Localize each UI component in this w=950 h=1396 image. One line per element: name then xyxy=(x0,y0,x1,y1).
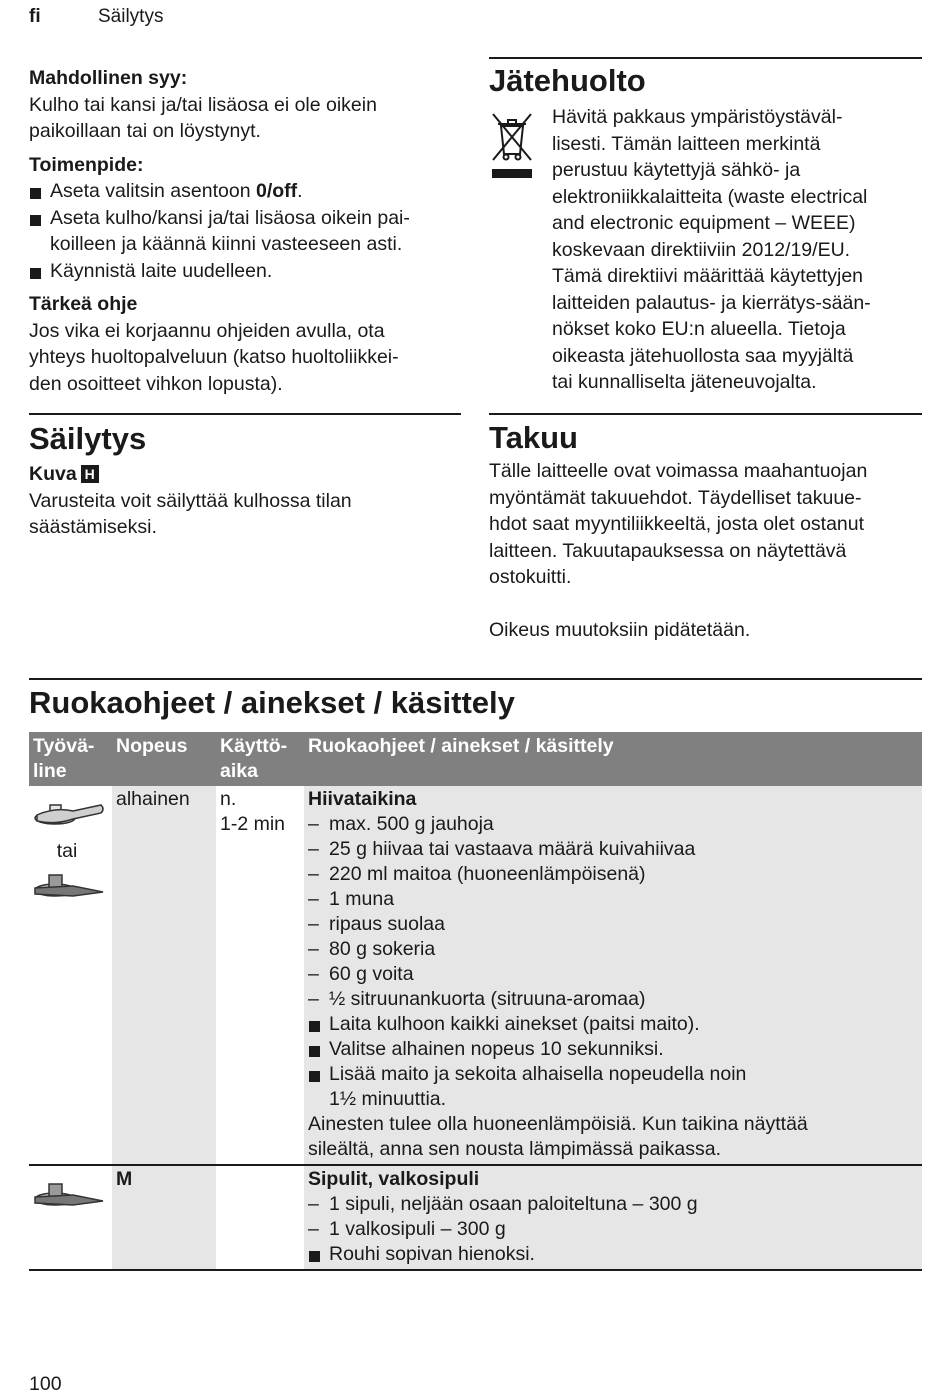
page-number: 100 xyxy=(29,1373,62,1395)
blade-tool-icon xyxy=(29,870,107,902)
important-text: Jos vika ei korjaannu ohjeiden avulla, ota xyxy=(29,319,385,342)
recipes-section xyxy=(29,685,515,721)
action-title: Toimenpide: xyxy=(29,153,144,176)
warranty-line: ostokuitti. xyxy=(489,566,572,588)
figure-letter-badge: H xyxy=(81,465,99,483)
recipe-title: Hiivataikina xyxy=(308,788,417,810)
waste-line: oikeasta jätehuollosta saa myyjältä xyxy=(552,344,854,367)
waste-line: perustuu käytettyjä sähkö- ja xyxy=(552,159,801,181)
recipe-cell xyxy=(304,786,922,1165)
ingredient-item: – 25 g hiivaa tai vastaava määrä kuivahiivaa xyxy=(308,837,918,862)
waste-line: Tämä direktiivi määrittää käytettyjen xyxy=(552,265,864,287)
storage-title: Säilytys xyxy=(29,421,147,456)
action-item: Käynnistä laite uudelleen. xyxy=(29,258,461,285)
waste-line: laitteiden palautus- ja kierrätys-sään- xyxy=(552,291,871,314)
storage-text: Varusteita voit säilyttää kulhossa tilan xyxy=(29,489,352,512)
time-cell xyxy=(216,1165,304,1270)
troubleshoot-block xyxy=(29,65,461,397)
recipe-cell xyxy=(304,1165,922,1270)
waste-text xyxy=(552,104,922,396)
waste-line: and electronic equipment – WEEE) xyxy=(552,212,856,234)
time-cell: n. 1-2 min xyxy=(216,786,304,1165)
waste-line: lisesti. Tämän laitteen merkintä xyxy=(552,132,821,155)
step-item: Valitse alhainen nopeus 10 sekunniksi. xyxy=(308,1037,918,1062)
blade-tool-icon xyxy=(29,1179,107,1211)
table-row xyxy=(29,786,922,1165)
warranty-line: laitteen. Takuutapauksessa on näytettävä xyxy=(489,539,847,562)
storage-block xyxy=(29,421,461,541)
figure-reference: Kuva H xyxy=(29,461,461,488)
ingredient-item: – ½ sitruunankuorta (sitruuna-aromaa) xyxy=(308,987,918,1012)
recipe-note: sileältä, anna sen nousta lämpimässä paikassa. xyxy=(308,1138,721,1160)
ingredient-item: – 1 muna xyxy=(308,887,918,912)
ingredient-item: – 1 sipuli, neljään osaan paloiteltuna – 300 g xyxy=(308,1192,918,1217)
action-item: Aseta kulho/kansi ja/tai lisäosa oikein pai- koilleen ja käännä kiinni vasteeseen asti. xyxy=(29,205,461,258)
changes-note: Oikeus muutoksiin pidätetään. xyxy=(489,618,751,641)
waste-line: koskevaan direktiiviin 2012/19/EU. xyxy=(552,238,851,261)
weee-bin-icon xyxy=(489,110,535,182)
recipe-note: Ainesten tulee olla huoneenlämpöisiä. Kun taikina näyttää xyxy=(308,1113,808,1135)
cause-text: Kulho tai kansi ja/tai lisäosa ei ole oikein xyxy=(29,93,377,116)
warranty-line: myöntämät takuuehdot. Täydelliset takuue- xyxy=(489,486,862,509)
section-header: Säilytys xyxy=(98,6,164,27)
waste-title: Jätehuolto xyxy=(489,63,646,98)
step-item: Lisää maito ja sekoita alhaisella nopeudella noin 1½ minuuttia. xyxy=(308,1062,918,1112)
ingredient-item: – 1 valkosipuli – 300 g xyxy=(308,1217,918,1242)
ingredient-item: – max. 500 g jauhoja xyxy=(308,812,918,837)
language-code: fi xyxy=(29,6,41,27)
waste-line: tai kunnalliselta jäteneuvojalta. xyxy=(552,371,817,393)
waste-block xyxy=(489,63,921,99)
section-divider xyxy=(29,413,461,415)
step-item: Laita kulhoon kaikki ainekset (paitsi maito). xyxy=(308,1012,918,1037)
warranty-block xyxy=(489,420,921,643)
waste-line: Hävitä pakkaus ympäristöystäväl- xyxy=(552,106,843,128)
ingredient-item: – 60 g voita xyxy=(308,962,918,987)
important-text: yhteys huoltopalveluun (katso huoltoliikkei- xyxy=(29,346,399,368)
cause-title: Mahdollinen syy: xyxy=(29,67,188,89)
warranty-line: hdot saat myyntiliikkeeltä, josta olet ostanut xyxy=(489,513,865,535)
column-header-recipe: Ruokaohjeet / ainekset / käsittely xyxy=(304,732,922,786)
warranty-title: Takuu xyxy=(489,420,578,455)
ingredient-item: – 220 ml maitoa (huoneenlämpöisenä) xyxy=(308,862,918,887)
recipe-title: Sipulit, valkosipuli xyxy=(308,1168,480,1190)
tool-cell xyxy=(29,1165,112,1270)
column-header-tool: Työvä- line xyxy=(29,732,112,786)
step-item: Rouhi sopivan hienoksi. xyxy=(308,1242,918,1267)
tool-cell xyxy=(29,786,112,1165)
warranty-line: Tälle laitteelle ovat voimassa maahantuojan xyxy=(489,460,868,482)
section-divider xyxy=(489,413,922,415)
recipes-title: Ruokaohjeet / ainekset / käsittely xyxy=(29,685,515,720)
ingredient-item: – ripaus suolaa xyxy=(308,912,918,937)
storage-text: säästämiseksi. xyxy=(29,516,157,538)
cause-text: paikoillaan tai on löystynyt. xyxy=(29,120,261,142)
speed-cell: alhainen xyxy=(112,786,216,1165)
waste-line: nökset koko EU:n alueella. Tietoja xyxy=(552,318,846,340)
column-header-time: Käyttö- aika xyxy=(216,732,304,786)
column-header-speed: Nopeus xyxy=(112,732,216,786)
table-header-row xyxy=(29,732,922,786)
speed-cell: M xyxy=(112,1165,216,1270)
or-label: tai xyxy=(56,840,78,862)
important-text: den osoitteet vihkon lopusta). xyxy=(29,372,283,395)
section-divider xyxy=(489,57,922,59)
waste-line: elektroniikkalaitteita (waste electrical xyxy=(552,185,868,208)
dough-tool-icon xyxy=(29,799,107,831)
table-row xyxy=(29,1165,922,1270)
section-divider xyxy=(29,678,922,680)
ingredient-item: – 80 g sokeria xyxy=(308,937,918,962)
important-title: Tärkeä ohje xyxy=(29,293,138,315)
action-item: Aseta valitsin asentoon 0/off. xyxy=(29,178,461,205)
recipe-table xyxy=(29,732,922,1271)
